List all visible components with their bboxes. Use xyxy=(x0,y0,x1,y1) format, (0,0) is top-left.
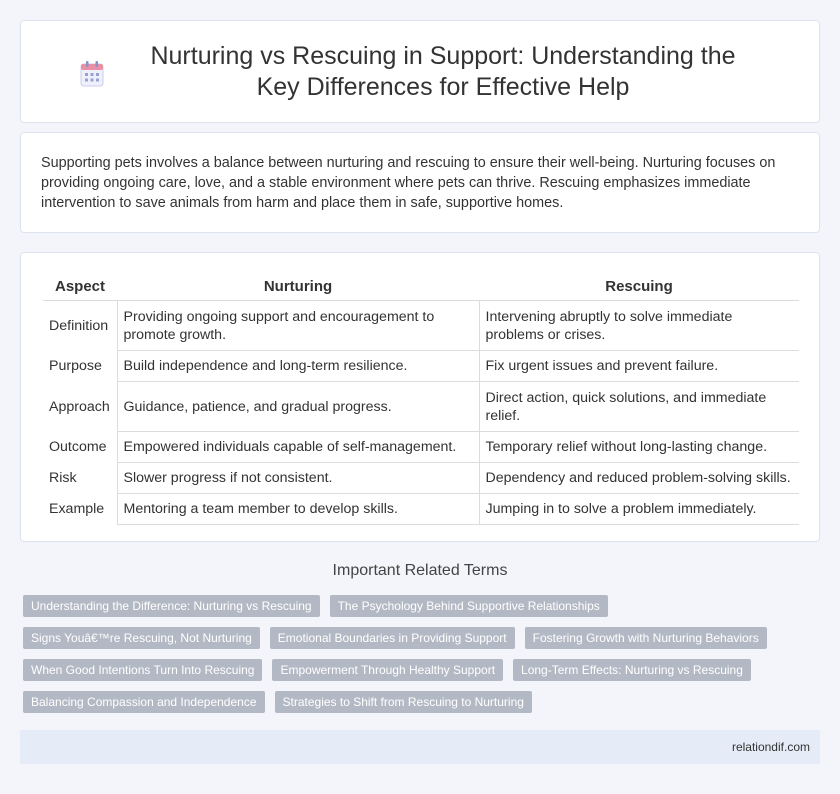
comparison-table xyxy=(43,275,799,525)
table-row xyxy=(43,494,799,525)
rescuing-cell: Jumping in to solve a problem immediately. xyxy=(479,494,799,525)
table-row xyxy=(43,382,799,432)
nurturing-cell: Empowered individuals capable of self-management. xyxy=(117,432,479,463)
header-aspect: Aspect xyxy=(43,275,117,301)
related-term-tag[interactable]: Strategies to Shift from Rescuing to Nurturing xyxy=(275,691,532,713)
related-term-tag[interactable]: Long-Term Effects: Nurturing vs Rescuing xyxy=(513,659,751,681)
table-row xyxy=(43,351,799,382)
rescuing-cell: Direct action, quick solutions, and immediate relief. xyxy=(479,382,799,432)
rescuing-cell: Intervening abruptly to solve immediate problems or crises. xyxy=(479,301,799,351)
table-header-row xyxy=(43,275,799,301)
intro-paragraph: Supporting pets involves a balance between nurturing and rescuing to ensure their well-being. Nurturing focuses on providing ongoing care, love, and a stable environment where pets can thrive. Rescuing emphasizes immediate intervention to save animals from harm and place them in safe, supportive homes. xyxy=(41,155,776,211)
page-title: Nurturing vs Rescuing in Support: Understanding the Key Differences for Effective Help xyxy=(150,41,736,101)
related-term-tag[interactable]: Fostering Growth with Nurturing Behaviors xyxy=(525,627,767,649)
nurturing-cell: Providing ongoing support and encouragement to promote growth. xyxy=(117,301,479,351)
header-rescuing: Rescuing xyxy=(479,275,799,301)
nurturing-cell: Slower progress if not consistent. xyxy=(117,463,479,494)
calendar-icon xyxy=(80,61,104,87)
related-term-tag[interactable]: Understanding the Difference: Nurturing vs Rescuing xyxy=(23,595,320,617)
related-term-tag[interactable]: Balancing Compassion and Independence xyxy=(23,691,265,713)
rescuing-cell: Dependency and reduced problem-solving skills. xyxy=(479,463,799,494)
related-term-tag[interactable]: When Good Intentions Turn Into Rescuing xyxy=(23,659,262,681)
comparison-table-card xyxy=(20,252,820,542)
aspect-cell: Approach xyxy=(49,398,110,415)
related-terms-heading: Important Related Terms xyxy=(332,562,508,579)
aspect-cell: Purpose xyxy=(49,358,102,374)
footer-site-link[interactable]: relationdif.com xyxy=(731,740,810,754)
title-card xyxy=(20,20,820,123)
nurturing-cell: Guidance, patience, and gradual progress. xyxy=(117,382,479,432)
related-term-tag[interactable]: The Psychology Behind Supportive Relationships xyxy=(330,595,608,617)
rescuing-cell: Fix urgent issues and prevent failure. xyxy=(479,351,799,382)
related-term-tag[interactable]: Empowerment Through Healthy Support xyxy=(272,659,503,681)
aspect-cell: Example xyxy=(49,501,105,517)
related-term-tag[interactable]: Emotional Boundaries in Providing Support xyxy=(270,627,515,649)
nurturing-cell: Mentoring a team member to develop skills. xyxy=(117,494,479,525)
header-nurturing: Nurturing xyxy=(117,275,479,301)
aspect-cell: Risk xyxy=(49,470,77,486)
intro-card xyxy=(20,132,820,233)
table-row xyxy=(43,301,799,351)
table-row xyxy=(43,432,799,463)
footer xyxy=(20,730,820,764)
rescuing-cell: Temporary relief without long-lasting change. xyxy=(479,432,799,463)
aspect-cell: Outcome xyxy=(49,439,107,455)
nurturing-cell: Build independence and long-term resilience. xyxy=(117,351,479,382)
related-term-tag[interactable]: Signs Youâ€™re Rescuing, Not Nurturing xyxy=(23,627,260,649)
aspect-cell: Definition xyxy=(49,317,109,334)
table-row xyxy=(43,463,799,494)
related-terms-list xyxy=(23,595,823,723)
